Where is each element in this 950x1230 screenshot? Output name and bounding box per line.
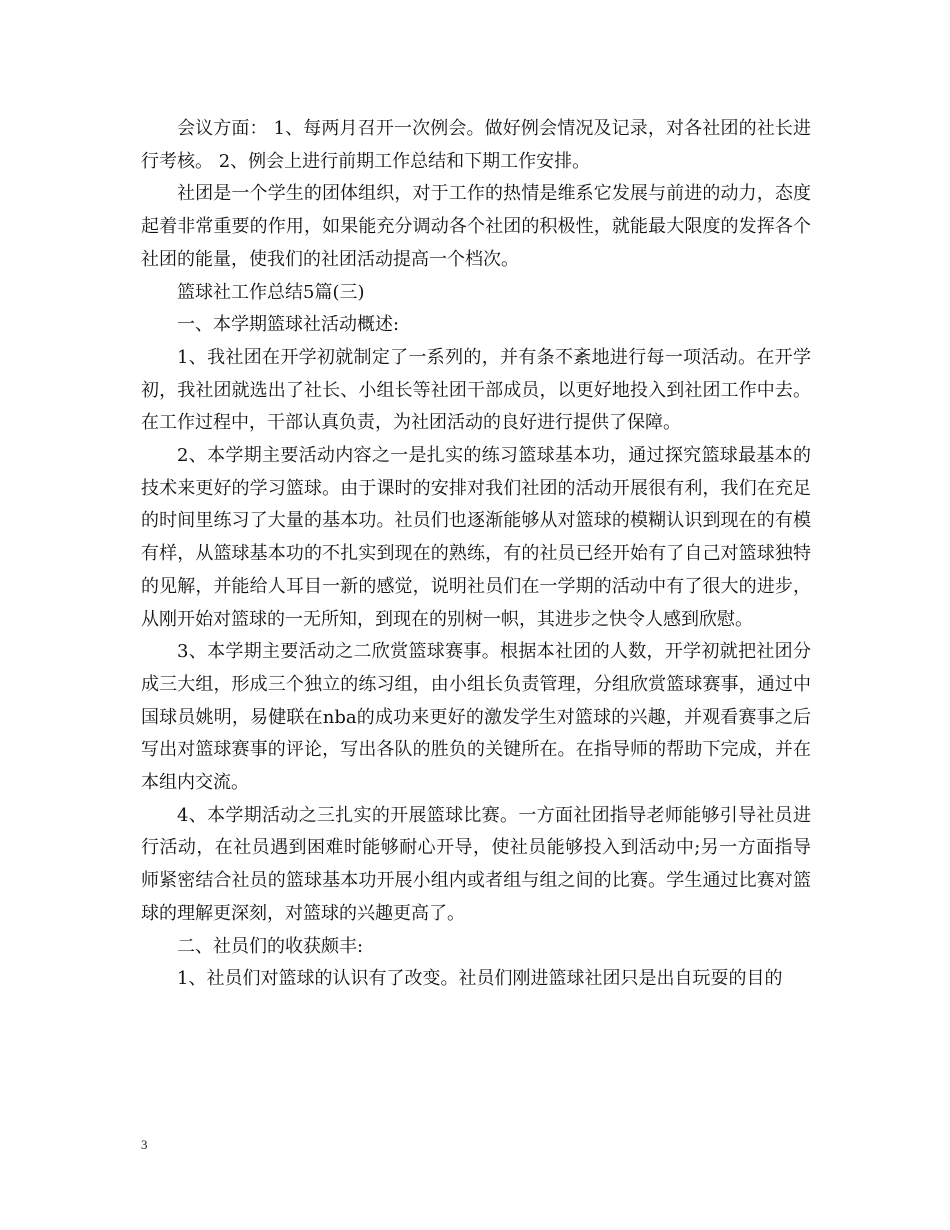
section-title: 篮球社工作总结5篇(三): [177, 281, 365, 303]
paragraph-club-role: 社团是一个学生的团体组织，对于工作的热情是维系它发展与前进的动力，态度起着非常重要的作用，如果能充分调动各个社团的积极性，就能最大限度的发挥各个社团的能量，使我们的社团活动提高一个档次。: [141, 183, 811, 270]
paragraph-item-2: 2、本学期主要活动内容之一是扎实的练习篮球基本功，通过探究篮球最基本的技术来更好的学习篮球。由于课时的安排对我们社团的活动开展很有利，我们在充足的时间里练习了大量的基本功。社员们也逐渐能够从对篮球的模糊认识到现在的有模有样，从篮球基本功的不扎实到现在的熟练，有的社员已经开始有了自己对篮球独特的见解，并能给人耳目一新的感觉，说明社员们在一学期的活动中有了很大的进步，从刚开始对篮球的一无所知，到现在的别树一帜，其进步之快令人感到欣慰。: [141, 445, 811, 630]
document-body: [141, 113, 811, 996]
paragraph-item-3: 3、本学期主要活动之二欣赏篮球赛事。根据本社团的人数，开学初就把社团分成三大组，形成三个独立的练习组，由小组长负责管理，分组欣赏篮球赛事，通过中国球员姚明，易健联在nba的成功来更好的激发学生对篮球的兴趣，并观看赛事之后写出对篮球赛事的评论，写出各队的胜负的关键所在。在指导师的帮助下完成，并在本组内交流。: [141, 641, 811, 794]
paragraph-item-4: 4、本学期活动之三扎实的开展篮球比赛。一方面社团指导老师能够引导社员进行活动，在社员遇到困难时能够耐心开导，使社员能够投入到活动中;另一方面指导师紧密结合社员的篮球基本功开展小组内或者组与组之间的比赛。学生通过比赛对篮球的理解更深刻，对篮球的兴趣更高了。: [141, 804, 811, 924]
heading-activity-overview: 一、本学期篮球社活动概述:: [177, 314, 400, 336]
paragraph-meetings: 会议方面： 1、每两月召开一次例会。做好例会情况及记录，对各社团的社长进行考核。 2、例会上进行前期工作总结和下期工作安排。: [141, 118, 811, 172]
heading-member-gains: 二、社员们的收获颇丰:: [177, 935, 364, 957]
paragraph-item-1: 1、我社团在开学初就制定了一系列的，并有条不紊地进行每一项活动。在开学初，我社团就选出了社长、小组长等社团干部成员，以更好地投入到社团工作中去。在工作过程中，干部认真负责，为社团活动的良好进行提供了保障。: [141, 346, 811, 434]
paragraph-gains-item-1: 1、社员们对篮球的认识有了改变。社员们刚进篮球社团只是出自玩耍的目的: [177, 968, 783, 990]
page-number: 3: [141, 1137, 148, 1152]
